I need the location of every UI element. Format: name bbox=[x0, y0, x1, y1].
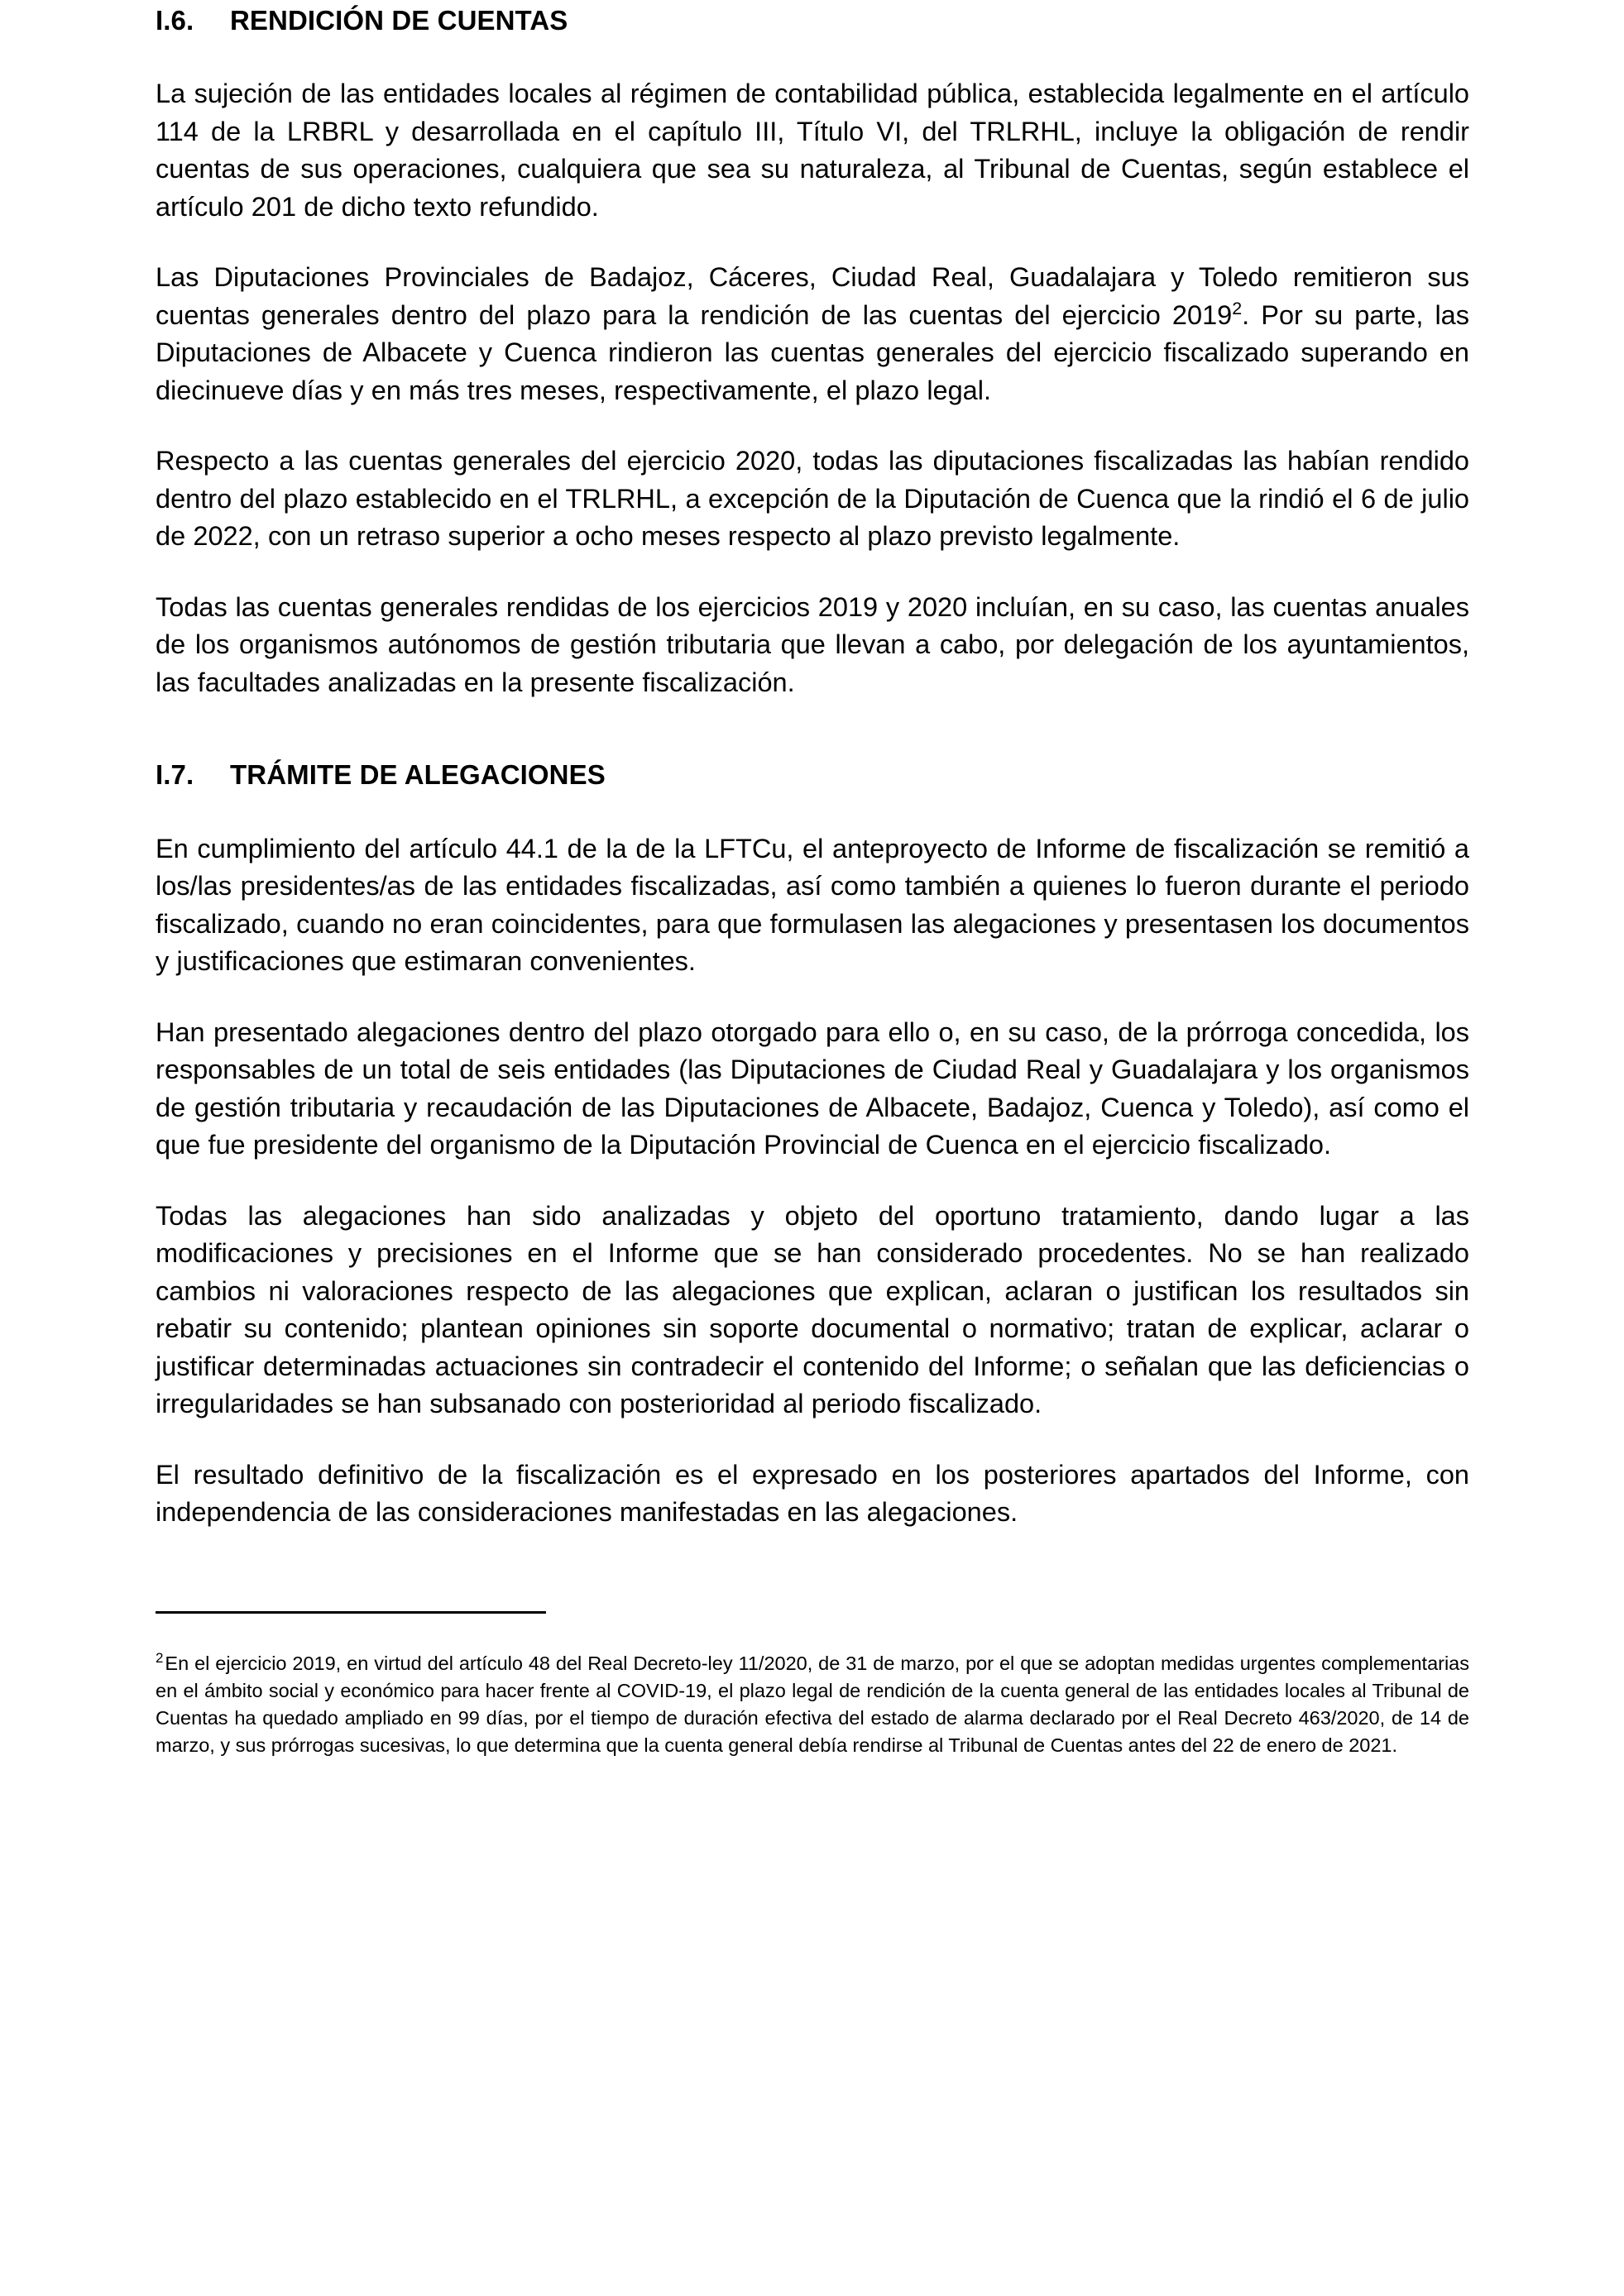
footnote-text: En el ejercicio 2019, en virtud del artículo 48 del Real Decreto-ley 11/2020, de 31 de marzo, por el que se adoptan medidas urgentes complementarias en el ámbito social y económico para hacer frente al COVID-19, el plazo legal de rendición de la cuenta general de las entidades locales al Tribunal de Cuentas ha quedado ampliado en 99 días, por el tiempo de duración efectiva del estado de alarma declarado por el Real Decreto 463/2020, de 14 de marzo, y sus prórrogas sucesivas, lo que determina que la cuenta general debía rendirse al Tribunal de Cuentas antes del 22 de enero de 2021. bbox=[156, 1653, 1469, 1756]
paragraph-i6-1: La sujeción de las entidades locales al régimen de contabilidad pública, establecida legalmente en el artículo 114 de la LRBRL y desarrollada en el capítulo III, Título VI, del TRLRHL, incluye la obligación de rendir cuentas de sus operaciones, cualquiera que sea su naturaleza, al Tribunal de Cuentas, según establece el artículo 201 de dicho texto refundido. bbox=[156, 79, 1469, 222]
paragraph-i6-2-before-ref: Las Diputaciones Provinciales de Badajoz, Cáceres, Ciudad Real, Guadalajara y Toledo remitieron sus cuentas generales dentro del plazo para la rendición de las cuentas del ejercicio 2019 bbox=[156, 262, 1469, 330]
footnote-area bbox=[156, 1611, 1469, 1759]
section-heading-i7 bbox=[156, 758, 1469, 792]
paragraph-i7-3: Todas las alegaciones han sido analizadas y objeto del oportuno tratamiento, dando lugar a las modificaciones y precisiones en el Informe que se han considerado procedentes. No se han realizado cambios ni valoraciones respecto de las alegaciones que explican, aclaran o justifican los resultados sin rebatir su contenido; plantean opiniones sin soporte documental o normativo; tratan de explicar, aclarar o justificar determinadas actuaciones sin contradecir el contenido del Informe; o señalan que las deficiencias o irregularidades se han subsanado con posterioridad al periodo fiscalizado. bbox=[156, 1200, 1469, 1418]
paragraph-i6-3: Respecto a las cuentas generales del ejercicio 2020, todas las diputaciones fiscalizadas las habían rendido dentro del plazo establecido en el TRLRHL, a excepción de la Diputación de Cuenca que la rindió el 6 de julio de 2022, con un retraso superior a ocho meses respecto al plazo previsto legalmente. bbox=[156, 446, 1469, 552]
section-title-i7: TRÁMITE DE ALEGACIONES bbox=[230, 759, 606, 791]
paragraph-i7-2: Han presentado alegaciones dentro del plazo otorgado para ello o, en su caso, de la prórroga concedida, los responsables de un total de seis entidades (las Diputaciones de Ciudad Real y Guadalajara y los organismos de gestión tributaria y recaudación de las Diputaciones de Albacete, Badajoz, Cuenca y Toledo), así como el que fue presidente del organismo de la Diputación Provincial de Cuenca en el ejercicio fiscalizado. bbox=[156, 1016, 1469, 1160]
paragraph-i6-2-after-ref: . Por su parte, las Diputaciones de Albacete y Cuenca rindieron las cuentas generales del ejercicio fiscalizado superando en diecinueve días y en más tres meses, respectivamente, el plazo legal. bbox=[156, 299, 1469, 405]
footnote-separator-rule bbox=[156, 1611, 546, 1614]
section-heading-i6 bbox=[156, 3, 1469, 37]
footnote-reference-marker[interactable]: 2 bbox=[1232, 298, 1243, 318]
footnote-entry bbox=[156, 1650, 1469, 1759]
section-number-i7: I.7. bbox=[156, 759, 194, 791]
paragraph-i6-2-with-footnote bbox=[156, 259, 1469, 409]
page-content bbox=[156, 0, 1469, 1532]
paragraph-i6-4: Todas las cuentas generales rendidas de los ejercicios 2019 y 2020 incluían, en su caso, las cuentas anuales de los organismos autónomos de gestión tributaria que llevan a cabo, por delegación de los ayuntamientos, las facultades analizadas en la presente fiscalización. bbox=[156, 591, 1469, 697]
paragraph-i7-4: El resultado definitivo de la fiscalización es el expresado en los posteriores apartados del Informe, con independencia de las consideraciones manifestadas en las alegaciones. bbox=[156, 1459, 1469, 1527]
footnote-number: 2 bbox=[156, 1650, 164, 1667]
section-title-i6: RENDICIÓN DE CUENTAS bbox=[230, 5, 568, 36]
section-heading-block-i6 bbox=[156, 3, 1469, 37]
section-number-i6: I.6. bbox=[156, 5, 194, 36]
section-heading-block-i7 bbox=[156, 758, 1469, 792]
paragraph-i7-1: En cumplimiento del artículo 44.1 de la de la LFTCu, el anteproyecto de Informe de fiscalización se remitió a los/las presidentes/as de las entidades fiscalizadas, así como también a quienes lo fueron durante el periodo fiscalizado, cuando no eran coincidentes, para que formulasen las alegaciones y presentasen los documentos y justificaciones que estimaran convenientes. bbox=[156, 833, 1469, 976]
